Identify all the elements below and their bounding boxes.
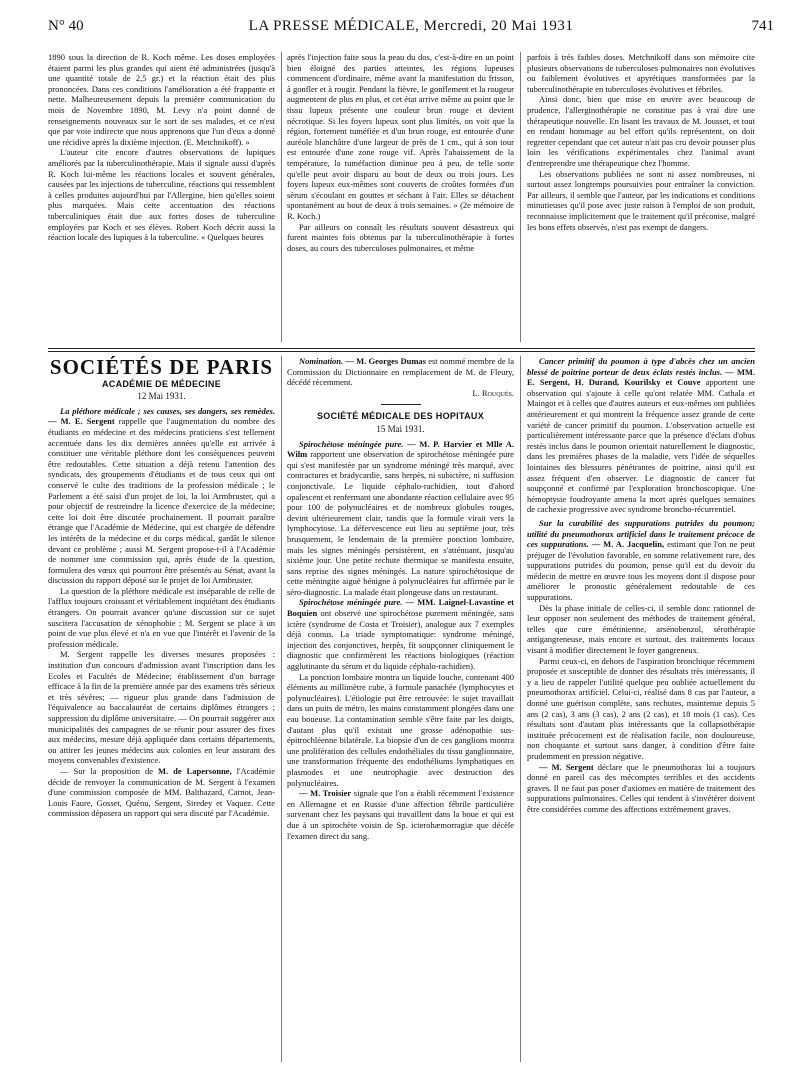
paragraph: — M. Sergent déclare que le pneumothorax lui a toujours donné en pareil cas des mécomptes terribles et des accidents graves. Il ne faut pas poser d'axiomes en matière de traitement des suppurations pulmonaires. Celles qui tendent à s'invétérer doivent être considérées comme des affections extrêmement graves. — [527, 761, 755, 814]
paragraph: Sur la curabilité des suppurations putrides du poumon; utilité du pneumothorax artificiel dans le traitement précoce de ces suppurations. — M. A. Jacquelin, estimant que l'on ne peut préjuger de l'évolution favorable, en somme relativement rare, des suppurations putrides du poumon, pense qu'il est du devoir du médecin de mettre en œuvre tous les moyens dont il dispose pour améliorer le pronostic généralement redoutable de ces suppurations. — [527, 517, 755, 603]
paragraph: Parmi ceux-ci, en dehors de l'aspiration bronchique récemment proposée et susceptible de donner des résultats très intéressants, il y a lieu de rappeler l'utilité quelque peu oubliée actuellement du pneumothorax artificiel. Celui-ci, réalisé dans 8 cas par l'auteur, a donné une guérison complète, sans rechutes, maintenue depuis 5 ans (2 cas), 3 ans (3 cas), 2 ans (2 cas), et 18 mois (1 cas). Ces résultats sont d'autant plus intéressants que la collapsothérapie instituée précocement est de réalisation facile, non douloureuse, non choquante et surtout sans danger, à condition d'être faite prudemment en pression négative. — [527, 655, 755, 761]
paragraph: La ponction lombaire montra un liquide louche, contenant 400 éléments au millimètre cube, à formule panachée (lymphocytes et polynucléaires). L'étiologie put être retrouvée: le sujet travaillait dans un puits de métro, les mains constamment plongées dans une eau boueuse. La contamination semble s'être faite par les doigts, d'autant plus qu'il existait une grosse adénopathie sus-épitrochléenne bilatérale. La biopsie d'un de ces ganglions montra une prolifération des cellules endothéliales du tissu ganglionnaire, une transformation fréquente des endothéliums lymphatiques en plasmodes et une neutrophagie avec destruction des polynucléaires. — [287, 671, 514, 788]
column-rule — [281, 52, 282, 342]
hopitaux-date: 15 Mai 1931. — [376, 423, 425, 434]
paragraph: M. Sergent rappelle les diverses mesures proposées : institution d'un concours d'admission avant l'inscription dans les Ecoles et Facultés de Médecine; établissement d'un barrage efficace à la fin de la première année par des examens très sérieux et très sévères; — rigueur plus grande dans l'admission de l'équivalence au baccalauréat de certains diplômes étrangers ; suppression du diplôme universitaire. — On pourrait suggérer aux municipalités des campagnes de se réunir pour assurer des fixes aux médecins, mesure déjà appliquée dans certains départements, ou attirer les jeunes médecins aux colonies en leur assurant des moyens convenables d'existence. — [48, 649, 275, 766]
running-header — [48, 18, 774, 38]
top-column-2 — [287, 52, 514, 344]
societes-column-1 — [48, 356, 275, 1064]
column-rule — [520, 356, 521, 1062]
paragraph: La pléthore médicale ; ses causes, ses dangers, ses remèdes. — M. E. Sergent rappelle que l'augmentation du nombre des étudiants en médecine et des médecins praticiens s'est tellement accentuée dans les dix dernières années qu'elle est arrivée à constituer une véritable pléthore dont les conséquences peuvent être redoutables. Cette situation a déjà retenu l'attention des syndicats, des groupements d'étudiants et de tous ceux qui ont conservé le culte des traditions de la profession médicale ; le Parlement a été saisi d'un projet de loi, la loi Armbruster, qui a pour objectif de restreindre la licence d'exercice de la médecine; cette loi doit être discutée prochainement. Il pourrait paraître étrange que l'Académie de Médecine, qui est chargée de défendre les intérêts de la médecine et du corps médical, gardât le silence devant ce problème ; aussi M. Sergent propose-t-il à l'Académie de nommer une commission qui, après étude de la question, formulera des vœux qui pourront être présentés au Sénat, avant la discussion du rapport déposé sur le projet de loi Armbruster. — [48, 405, 275, 586]
paragraph: Spirochétose méningée pure. — M. P. Harvier et Mlle A. Wilm rapportent une observation de spirochétose méningée pure qui s'est manifestée par un syndrome méningé très marqué, avec contractures et bradycardie, sans herpès, ni subictère, ni suffusion conjonctivale. Le liquide céphalo-rachidien, tout d'abord opalescent et renfermant une abondante réaction cellulaire avec 95 pour 100 de polynucléaires et de nombreux globules rouges, devint ultérieurement clair, tandis que la formule virait vers la lymphocytose. La défervescence eut lieu au septième jour, très brusquement, le lendemain de la première ponction lombaire, mais les signes méningés persistèrent, en s'atténuant, jusqu'au sixième jour. Une petite rechute thermique se manifesta ensuite, sans reprise des signes méningés. La nature spirochétosique de cette méningite aiguë bénigne à polynucléaires fut affirmée par le séro-diagnostic. La malade était plongeuse dans un restaurant. — [287, 438, 514, 597]
divider — [381, 404, 421, 405]
paragraph: — M. Troisier signale que l'on a établi récemment l'existence en Allemagne et en Russie d'une affection fébrile particulière survenant chez les paysans qui travaillent dans la boue et qui est due à un spirochète voisin de Sp. icterohæmorragiæ que décèle l'examen direct du sang. — [287, 788, 514, 841]
societes-column-3 — [527, 356, 755, 1064]
paragraph: parfois à très faibles doses. Metchnikoff dans son mémoire cite plusieurs observations de tuberculoses pulmonaires non évolutives ou faiblement évolutives et apyrétiques transformées par la tuberculinothérapie en tuberculoses évolutives et fébriles. — [527, 52, 755, 94]
column-rule — [281, 356, 282, 1062]
paragraph: Cancer primitif du poumon à type d'abcès chez un ancien blessé de poitrine porteur de deux éclats restés inclus. — MM. E. Sergent, H. Durand, Kourilsky et Couve apportent une observation qui s'ajoute à celle qu'ont relatée MM. Cathala et Maingot et à celles que d'autres auteurs et eux-mêmes ont publiées antérieurement et qui montrent la fréquence assez grande de cette variété de cancer primitif du poumon. L'observation actuelle est particulièrement intéressante parce que la présence d'éclats d'obus restés inclus dans le poumon orientait naturellement le diagnostic, dans les premières phases de la maladie, vers l'idée de séquelles lointaines des blessures pénétrantes de poitrine, ainsi qu'il est assez fréquent d'en observer. Le diagnostic de cancer fut soupçonné et confirmé par l'exploration bronchoscopique. Une hémoptysie foudroyante amena la mort après quelques semaines de cachexie progressive avec syndrome broncho-récurrentiel. — [527, 356, 755, 515]
hopitaux-heading: SOCIÉTÉ MÉDICALE DES HOPITAUX — [316, 411, 485, 422]
top-column-1 — [48, 52, 275, 344]
paragraph: L'auteur cite encore d'autres observations de lupiques améliorés par la tuberculinothérapie. Mais il signale aussi d'après R. Koch lui-même les réactions locales et souvent générales, causées par les injections de tuberculine, réactions qui ressemblent à celles produites aujourd'hui par l'Allergine, bien qu'elles soient plus marquées. Mais cette accentuation des réactions tuberculiniques était due aux fortes doses de tuberculine employées par Koch et ses élèves. Robert Koch décrit aussi la réaction locale des lupiques à la tuberculine. « Quelques heures — [48, 147, 275, 243]
issue-number: N° 40 — [48, 18, 84, 34]
paragraph: Dès la phase initiale de celles-ci, il semble donc rationnel de leur opposer non seulement des méthodes de traitement général, telles que cure émétinienne, arsénobenzol, sérothérapie antigangreneuse, mais encore et surtout, des traitements locaux visant à modifier directement le foyer gangreneux. — [527, 602, 755, 656]
academie-date: 12 Mai 1931. — [137, 391, 186, 402]
paragraph: La question de la pléthore médicale est inséparable de celle de l'afflux toujours croissant et véritablement inquiétant des étudiants étrangers. On pourrait avancer qu'une discussion sur ce sujet suscitera l'accusation de xénophobie ; M. Sergent se place à un point de vue plus élevé et n'a en vue que l'intérêt et l'avenir de la profession médicale. — [48, 585, 275, 649]
section-divider — [48, 348, 755, 349]
paragraph: 1890 sous la direction de R. Koch même. Les doses employées étaient parmi les plus grandes qui aient été administrées (jusqu'à une quantité totale de 2,5 gr.) et la réaction était des plus prononcées. Dans ces conditions l'amélioration a été frappante et nette. Malheureusement depuis la première communication du mois de Novembre 1890, M. Levy n'a point donné de renseignements nouveaux sur le sort de ses malades, et ce n'est que par voie indirecte que nous apprenons que l'un d'eux a donné une récidive après la dixième injection. (E. Metchnikoff). » — [48, 52, 275, 147]
paragraph: après l'injection faite sous la peau du dos, c'est-à-dire en un point bien éloigné des parties atteintes, les régions lupeuses commencent d'ordinaire, même avant la manifestation du frisson, à gonfler et à rougir. Pendant la fièvre, le gonflement et la rougeur augmentent de plus en plus, et cet état arrive même au point que le tissu lupeux présente une couleur brun rouge et devient nécrotique. Si les foyers lupeux sont plus limités, on voit que la région, fortement tuméfiée et d'un brun rouge, est entourée d'une auréole blanchâtre d'une largeur de près de 1 cm., qui à son tour est entourée d'une zone rouge vif. Après l'abaissement de la température, la tuméfaction diminue peu à peu, de telle sorte qu'elle peut avoir disparu au bout de deux ou trois jours. Les foyers lupeux eux-mêmes sont couverts de croûtes formées d'un sérum s'écoulant en gouttes et séchant à l'air. Elles se détachent spontanément au bout de deux à trois semaines. » (2e mémoire de R. Koch.) — [287, 52, 514, 221]
page-number: 741 — [751, 18, 774, 34]
paragraph: Les observations publiées ne sont ni assez nombreuses, ni surtout assez longtemps poursuivies pour entraîner la conviction. Par ailleurs, il semble que l'auteur, par les indications et conditions minutieuses qu'il pose avec juste raison à l'emploi de son produit, reconnaisse implicitement que le traitement qu'il préconise, malgré les bons effets observés, n'est pas exempt de dangers. — [527, 168, 755, 232]
section-divider — [48, 351, 755, 352]
paragraph: Nomination. — M. Georges Dumas est nommé membre de la Commission du Dictionnaire en remplacement de M. de Fleury, décédé récemment. — [287, 356, 514, 388]
paragraph: — Sur la proposition de M. de Lapersonne, l'Académie décide de renvoyer la communication de M. Sergent à l'examen d'une commission composée de MM. Balthazard, Carnot, Jean-Louis Faure, Gosset, Quénu, Sergent, Siredey et Vaquez. Cette commission déposera un rapport qui sera discuté par l'Académie. — [48, 765, 275, 819]
top-column-3 — [527, 52, 755, 344]
societes-column-2 — [287, 356, 514, 1064]
signature: L. Rouquès. — [472, 387, 514, 398]
paragraph: Spirochétose méningée pure. — MM. Laignel-Lavastine et Boquien ont observé une spirochétose purement méningée, sans ictère (syndrome de Costa et Troisier), analogue aux 7 exemples déjà connus. La triade symptomatique: syndrome méningé, injection des conjonctives, herpès, fit soupçonner cliniquement le diagnostic que confirmèrent les réactions biologiques (réaction agglutinante du sérum et du liquide céphalo-rachidien). — [287, 597, 514, 672]
paragraph: Par ailleurs on connaît les résultats souvent désastreux qui furent maintes fois obtenus par la tuberculinothérapie à fortes doses, au cours des tuberculoses pulmonaires, et même — [287, 221, 514, 253]
section-title: SOCIÉTÉS DE PARIS — [49, 356, 274, 379]
column-rule — [520, 52, 521, 342]
journal-title: LA PRESSE MÉDICALE, Mercredi, 20 Mai 1931 — [248, 18, 574, 34]
academie-heading: ACADÉMIE DE MÉDECINE — [101, 378, 221, 389]
paragraph: Ainsi donc, bien que mise en œuvre avec beaucoup de prudence, l'allerginothérapie ne constitue pas à vrai dire une thérapeutique nouvelle. En lisant les travaux de M. Jousset, et tout en rendant hommage au bel effort qu'ils représentent, on doit regretter cependant que cet auteur n'ait pas cru devoir pousser plus loin les vérifications expérimentales chez l'animal avant d'entreprendre une thérapeutique chez l'homme. — [527, 94, 755, 168]
